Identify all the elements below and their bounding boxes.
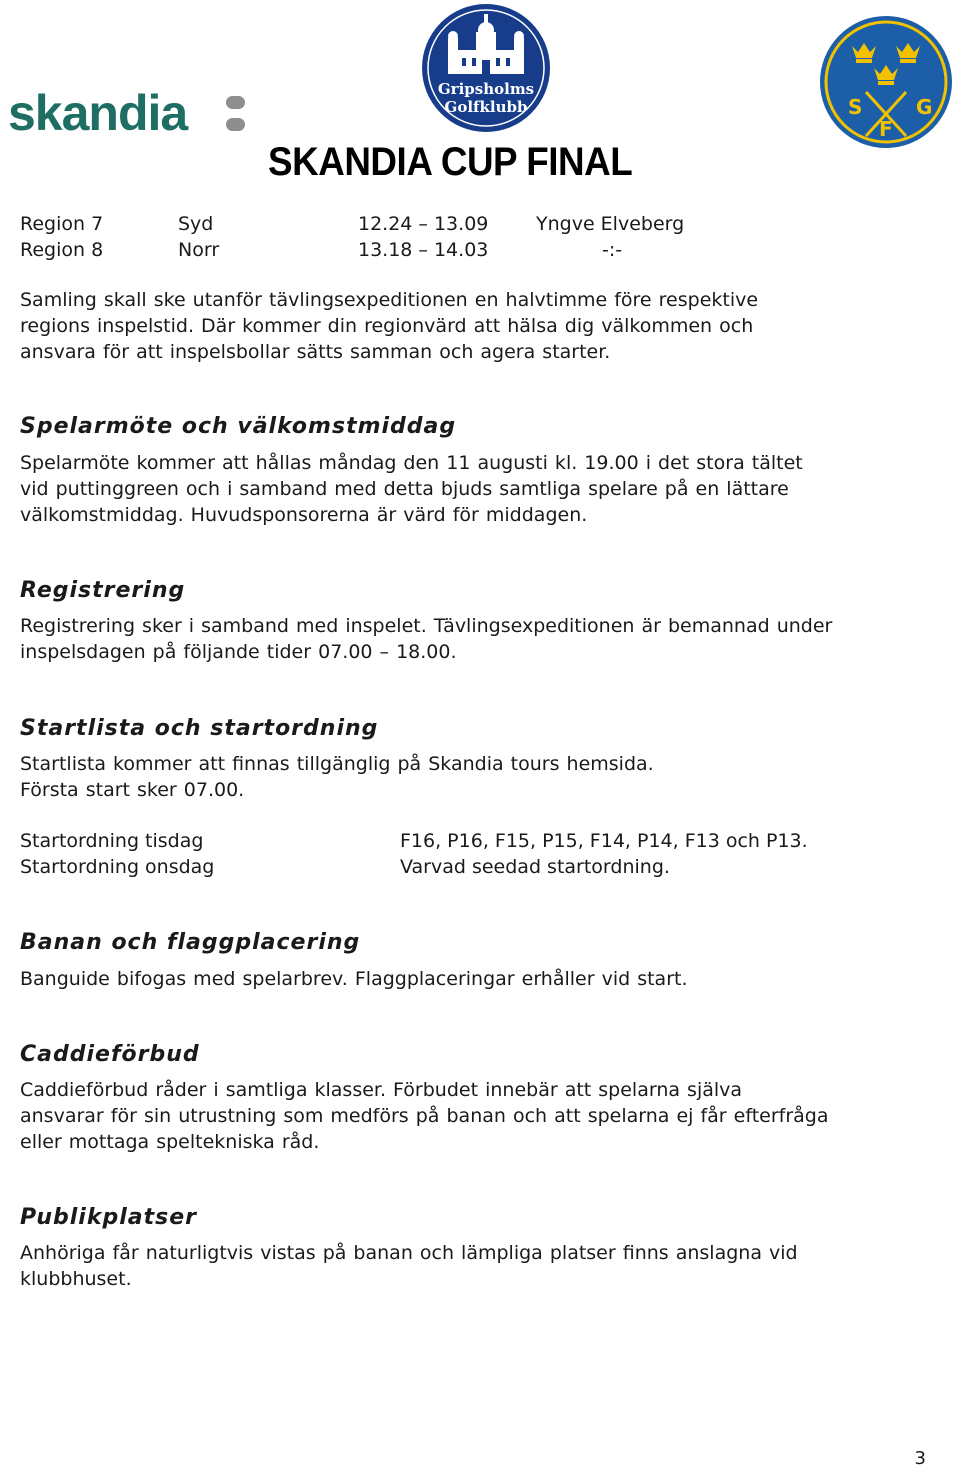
- section-heading-banan: Banan och flaggplacering: [20, 930, 361, 955]
- spelarmote-paragraph: Spelarmöte kommer att hållas måndag den 11 augusti kl. 19.00 i det stora tältet vid puttinggreen och i samband med detta bjuds samtliga spelare på en lättare välkomstmiddag. Huvudsponsorerna är värd för middagen.: [20, 452, 803, 526]
- section-heading-registrering: Registrering: [20, 578, 186, 603]
- section-heading-startlista: Startlista och startordning: [20, 716, 379, 741]
- section-heading-spelarmote: Spelarmöte och välkomstmiddag: [20, 414, 457, 439]
- skandia-logo-dots: [226, 96, 246, 136]
- startlista-paragraph: Startlista kommer att finnas tillgänglig på Skandia tours hemsida. Första start sker 07.00.: [20, 753, 654, 801]
- page-title: SKANDIA CUP FINAL: [268, 140, 633, 184]
- registrering-paragraph: Registrering sker i samband med inspelet. Tävlingsexpeditionen är bemannad under inspelsdagen på följande tider 07.00 – 18.00.: [20, 615, 833, 663]
- banan-paragraph: Banguide bifogas med spelarbrev. Flaggplaceringar erhåller vid start.: [20, 968, 688, 990]
- gripsholm-golfklubb-logo: [418, 2, 554, 134]
- svenska-golfforbundet-logo: [818, 14, 954, 150]
- svg-text:S: S: [848, 95, 863, 119]
- caddie-paragraph: Caddieförbud råder i samtliga klasser. Förbudet innebär att spelarna själva ansvarar för sin utrustning som medförs på banan och att spelarna ej får efterfråga eller mottaga speltekniska råd.: [20, 1079, 829, 1153]
- section-heading-caddie: Caddieförbud: [20, 1042, 200, 1067]
- gripsholm-logo-line2: Golfklubb: [444, 98, 528, 116]
- section-heading-publik: Publikplatser: [20, 1205, 197, 1230]
- svg-text:F: F: [879, 117, 893, 141]
- publik-paragraph: Anhöriga får naturligtvis vistas på banan och lämpliga platser finns anslagna vid klubbhuset.: [20, 1242, 798, 1290]
- skandia-logo: skandia: [8, 85, 188, 141]
- page-number: 3: [914, 1448, 926, 1469]
- gripsholm-logo-line1: Gripsholms: [437, 80, 535, 98]
- intro-paragraph: Samling skall ske utanför tävlingsexpeditionen en halvtimme före respektive regions inspelstid. Där kommer din regionvärd att hälsa dig välkommen och ansvara för att inspelsbollar sätts samman och agera starter.: [20, 289, 759, 363]
- svg-text:G: G: [916, 95, 933, 119]
